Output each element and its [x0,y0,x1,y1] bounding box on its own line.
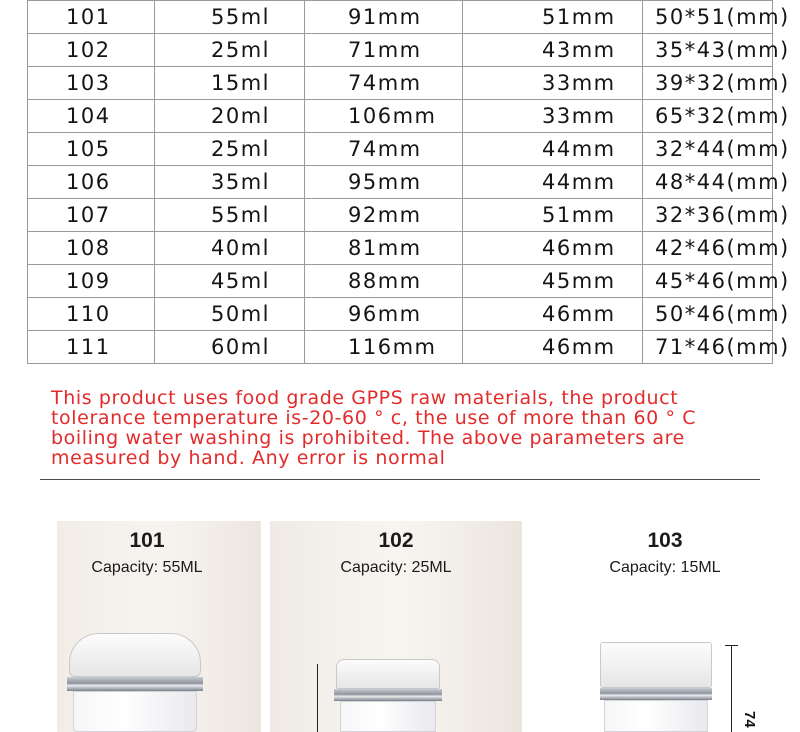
table-row [28,331,773,364]
height-cell: 95mm [305,166,463,199]
product-photo-103 [530,521,800,732]
diameter-cell: 46mm [463,298,643,331]
model-cell: 103 [28,67,155,100]
capacity-cell: 40ml [155,232,305,265]
model-cell: 111 [28,331,155,364]
model-cell: 101 [28,1,155,34]
diameter-cell: 43mm [463,34,643,67]
size-cell: 39*32(mm) [643,67,773,100]
capacity-cell: 45ml [155,265,305,298]
model-cell: 108 [28,232,155,265]
capacity-cell: 55ml [155,199,305,232]
product-photo-102 [270,521,522,732]
table-row [28,232,773,265]
product-capacity: Capacity: 25ML [340,559,452,576]
table-row [28,100,773,133]
capacity-cell: 60ml [155,331,305,364]
capacity-cell: 55ml [155,1,305,34]
size-cell: 45*46(mm) [643,265,773,298]
product-model: 101 [129,529,165,552]
height-cell: 88mm [305,265,463,298]
model-cell: 105 [28,133,155,166]
diameter-cell: 44mm [463,133,643,166]
notice-line: measured by hand. Any error is normal [51,447,446,469]
diameter-cell: 45mm [463,265,643,298]
size-cell: 48*44(mm) [643,166,773,199]
height-cell: 74mm [305,67,463,100]
diameter-cell: 33mm [463,100,643,133]
spec-table [27,0,790,364]
size-cell: 50*51(mm) [643,1,773,34]
size-cell: 32*36(mm) [643,199,773,232]
height-cell: 106mm [305,100,463,133]
table-row [28,133,773,166]
bottle-image [65,633,205,732]
notice-line: boiling water washing is prohibited. The above parameters are [51,427,685,449]
height-cell: 116mm [305,331,463,364]
height-cell: 74mm [305,133,463,166]
capacity-cell: 50ml [155,298,305,331]
material-notice [51,388,771,468]
table-row [28,166,773,199]
model-cell: 109 [28,265,155,298]
table-row [28,34,773,67]
product-model: 103 [647,529,683,552]
diameter-cell: 46mm [463,331,643,364]
size-cell: 71*46(mm) [643,331,773,364]
capacity-cell: 25ml [155,133,305,166]
product-model: 102 [378,529,414,552]
diameter-cell: 44mm [463,166,643,199]
product-capacity: Capacity: 15ML [609,559,721,576]
size-cell: 50*46(mm) [643,298,773,331]
size-cell: 42*46(mm) [643,232,773,265]
table-row [28,1,773,34]
product-capacity: Capacity: 55ML [91,559,203,576]
spec-table-body [28,1,790,364]
model-cell: 106 [28,166,155,199]
size-cell: 65*32(mm) [643,100,773,133]
dimension-line [317,664,318,732]
model-cell: 110 [28,298,155,331]
capacity-cell: 20ml [155,100,305,133]
dimension-line [731,645,732,732]
diameter-cell: 51mm [463,199,643,232]
height-cell: 71mm [305,34,463,67]
diameter-cell: 46mm [463,232,643,265]
diameter-cell: 51mm [463,1,643,34]
size-cell: 32*44(mm) [643,133,773,166]
bottle-image [600,642,712,732]
size-cell: 35*43(mm) [643,34,773,67]
product-photo-101 [57,521,261,732]
height-cell: 91mm [305,1,463,34]
model-cell: 102 [28,34,155,67]
capacity-cell: 25ml [155,34,305,67]
height-cell: 92mm [305,199,463,232]
table-row [28,67,773,100]
notice-line: tolerance temperature is-20-60 ° c, the use of more than 60 ° C [51,407,697,429]
model-cell: 107 [28,199,155,232]
dimension-tick [725,645,738,646]
bottle-image [334,659,442,732]
notice-line: This product uses food grade GPPS raw materials, the product [51,387,679,409]
table-row [28,265,773,298]
table-row [28,298,773,331]
capacity-cell: 15ml [155,67,305,100]
height-cell: 81mm [305,232,463,265]
height-cell: 96mm [305,298,463,331]
model-cell: 104 [28,100,155,133]
section-divider [40,479,760,480]
capacity-cell: 35ml [155,166,305,199]
diameter-cell: 33mm [463,67,643,100]
table-row [28,199,773,232]
dimension-label: 74 [741,711,758,728]
